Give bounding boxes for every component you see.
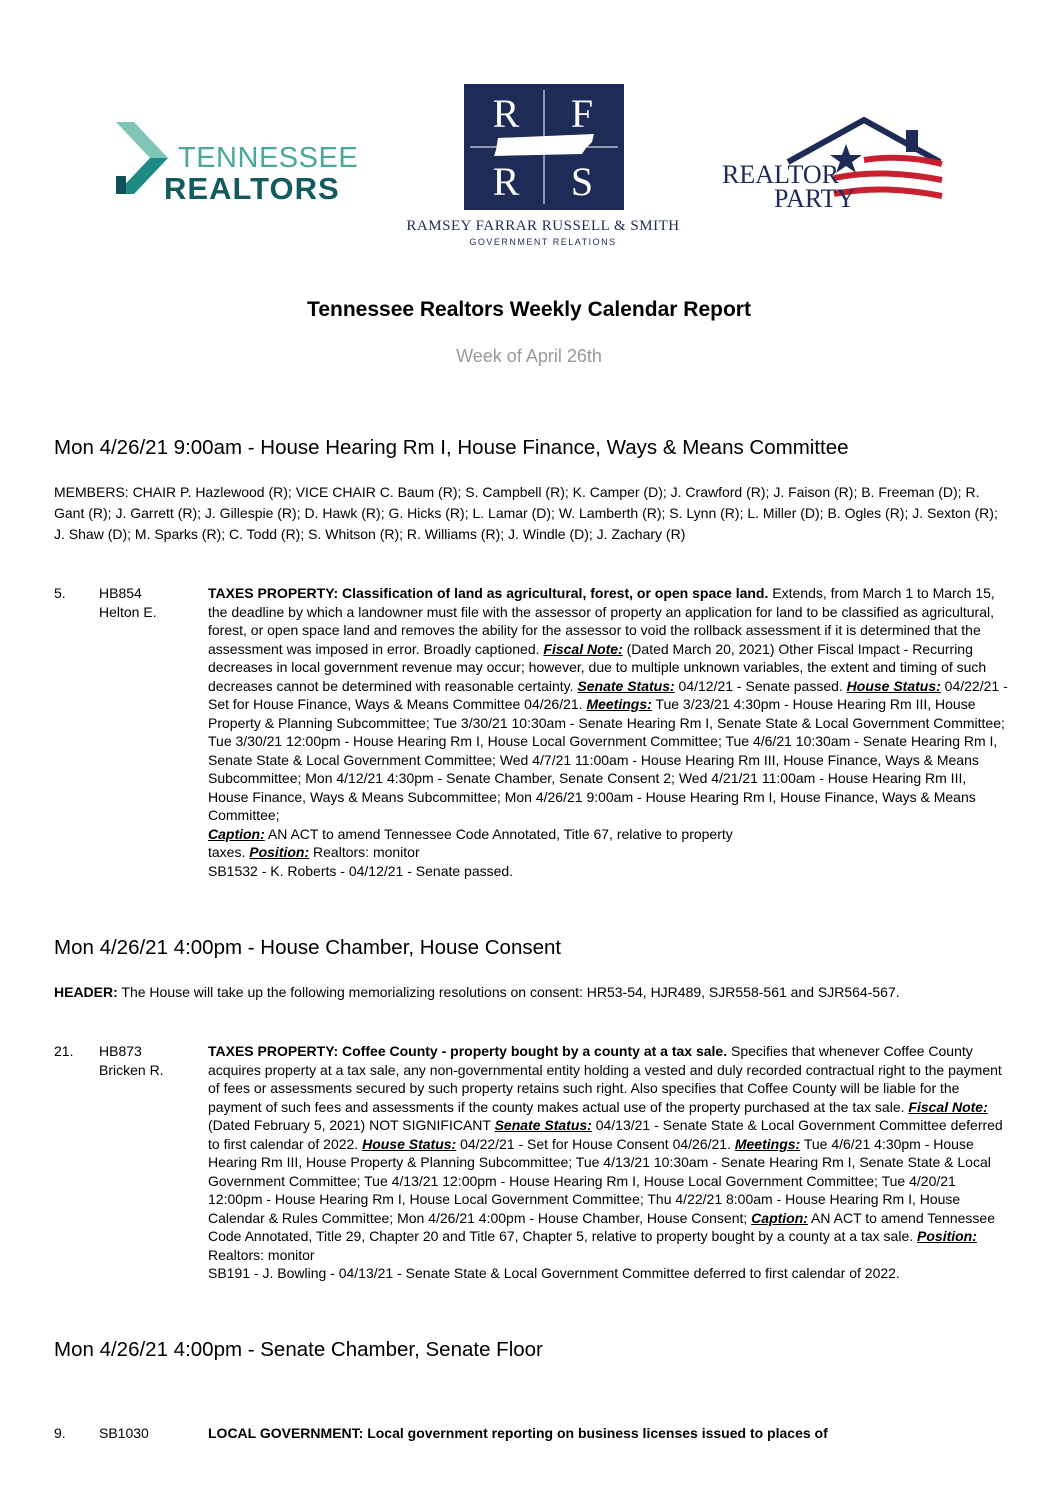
house-status-text: 04/22/21 - Set for House Finance, Ways & Means Committee 04/26/21. [208,677,1008,712]
fiscal-note-text: (Dated February 5, 2021) NOT SIGNIFICANT [208,1117,495,1133]
bill-sponsor: Helton E. [99,604,157,620]
fiscal-note-text: (Dated March 20, 2021) Other Fiscal Impact - Recurring decreases in local government revenue may occur; however, due to multiple unknown variables, the extent and timing of such decreases cannot be determined with reasonable certainty. [208,640,987,694]
senate-status-label: Senate Status: [577,677,675,694]
bill-number: SB1030 [99,1425,149,1441]
report-subtitle: Week of April 26th [456,346,602,366]
rfrs-letter-r2: R [492,159,520,204]
tennessee-realtors-logo [112,118,374,210]
header-label: HEADER: [54,984,118,1000]
bill-number: HB873 [99,1043,142,1059]
committee-members: MEMBERS: CHAIR P. Hazlewood (R); VICE CHAIR C. Baum (R); S. Campbell (R); K. Camper (D); J. Crawford (R); J. Faison (R); B. Freeman (D); R. Gant (R); J. Garrett (R); J. Gillespie (R); D. Hawk (R); G. Hicks (R); L. Lamar (D); W. Lamberth (R); S. Lynn (R); L. Miller (D); B. Ogles (R); J. Sexton (R); J. Shaw (D); M. Sparks (R); C. Todd (R); S. Whitson (R); R. Williams (R); J. Windle (D); J. Zachary (R) [54,484,998,542]
bill-entry [208,1424,1008,1443]
senate-status-label: Senate Status: [494,1117,592,1133]
house-status-label: House Status: [846,677,941,694]
companion-bill: SB191 - J. Bowling - 04/13/21 - Senate State & Local Government Committee deferred to first calendar of 2022. [208,1265,900,1281]
session-heading: Mon 4/26/21 4:00pm - Senate Chamber, Senate Floor [54,1338,543,1361]
bill-subject: TAXES PROPERTY: Classification of land as agricultural, forest, or open space land. [208,585,769,601]
session-header-note [54,982,1004,1003]
logo-text-party: PARTY [774,184,856,213]
bill-info [99,1424,149,1443]
bill-entry [208,584,1008,880]
rfrs-letter-r1: R [492,91,520,136]
meetings-label: Meetings: [734,1135,801,1152]
caption-text: AN ACT to amend Tennessee Code Annotated, Title 67, relative to property taxes. [208,825,733,860]
session-heading: Mon 4/26/21 9:00am - House Hearing Rm I, House Finance, Ways & Means Committee [54,436,849,459]
session-heading: Mon 4/26/21 4:00pm - House Chamber, House Consent [54,936,562,959]
tennessee-realtors-chevron-icon [112,122,168,204]
rfrs-firm-name: RAMSEY FARRAR RUSSELL & SMITH [406,218,680,234]
meetings-label: Meetings: [586,696,652,712]
meetings-text: Tue 4/6/21 4:30pm - House Hearing Rm III, House Property & Planning Subcommittee; Tue 4/13/21 10:30am - Senate Hearing Rm I, Senate State & Local Government Committee; Tue 4/13/21 12:00pm - House Hearing Rm I, House Local Government Committee; Tue 4/20/21 12:00pm - House Hearing Rm I, House Local Government Committee; Thu 4/22/21 8:00am - House Hearing Rm I, House Calendar & Rules Committee; Mon 4/26/21 4:00pm - House Chamber, House Consent; [208,1135,991,1226]
logo-text-realtors: REALTORS [164,171,340,206]
rfrs-logo [398,84,688,248]
position-label: Position: [917,1228,977,1244]
bill-summary: Specifies that whenever Coffee County acquires property at a tax sale, any non-governmental entity holding a vested and duly recorded contractual right to the payment of fees or assessments secured by such property retains such right. Also specifies that Coffee County will be liable for the payment of such fees and assessments if the county makes actual use of the property purchased at the tax sale. [208,1043,1002,1115]
bill-summary: Extends, from March 1 to March 15, the deadline by which a landowner must file with the assessor of property an application for land to be classified as agricultural, forest, or open space land and removes the ability for the assessor to void the rollback assessment if it is determined that the assessment was imposed in error. Broadly captioned. [208,585,995,657]
rfrs-letter-f: F [570,91,594,136]
house-status-label: House Status: [362,1135,457,1152]
rfrs-letter-s: S [570,159,594,204]
report-title: Tennessee Realtors Weekly Calendar Report [307,298,751,321]
logo-text-tennessee: TENNESSEE [178,142,359,174]
item-number: 21. [54,1043,74,1059]
bill-subject: TAXES PROPERTY: Coffee County - property bought by a county at a tax sale. [208,1043,728,1059]
senate-status-text: 04/13/21 - Senate State & Local Government Committee deferred to first calendar of 2022. [208,1117,1003,1152]
item-number: 5. [54,585,66,601]
caption-label: Caption: [208,825,265,842]
bill-number: HB854 [99,585,142,601]
bill-subject: LOCAL GOVERNMENT: Local government reporting on business licenses issued to places of [208,1425,828,1441]
item-number: 9. [54,1425,66,1441]
senate-status-text: 04/12/21 - Senate passed. [674,677,847,694]
bill-sponsor: Bricken R. [99,1062,164,1078]
companion-bill: SB1532 - K. Roberts - 04/12/21 - Senate passed. [208,862,514,879]
caption-text: AN ACT to amend Tennessee Code Annotated, Title 29, Chapter 20 and Title 67, Chapter 5, relative to property bought by a county at a tax sale. [208,1209,995,1244]
caption-label: Caption: [751,1209,808,1226]
fiscal-note-label: Fiscal Note: [908,1098,988,1115]
position-text: Realtors: monitor [309,844,420,860]
position-label: Position: [249,844,310,860]
fiscal-note-label: Fiscal Note: [543,640,623,657]
bill-info [99,1042,164,1080]
realtor-party-logo [722,114,948,214]
meetings-text: Tue 3/23/21 4:30pm - House Hearing Rm III, House Property & Planning Subcommittee; Tue 3/30/21 10:30am - Senate Hearing Rm I, Senate State & Local Government Committee; Tue 3/30/21 12:00pm - House Hearing Rm I, House Local Government Committee; Tue 4/6/21 10:30am - Senate Hearing Rm I, Senate State & Local Government Committee; Wed 4/7/21 11:00am - House Hearing Rm III, House Finance, Ways & Means Subcommittee; Mon 4/12/21 4:30pm - Senate Chamber, Senate Consent 2; Wed 4/21/21 11:00am - House Hearing Rm III, House Finance, Ways & Means Subcommittee; Mon 4/26/21 9:00am - House Hearing Rm I, House Finance, Ways & Means Committee; [208,696,1005,823]
rfrs-firm-subtitle: GOVERNMENT RELATIONS [469,237,617,247]
header-text: The House will take up the following memorializing resolutions on consent: HR53-54, HJR489, SJR558-561 and SJR564-567. [117,984,900,1000]
bill-info [99,584,157,622]
bill-entry [208,1042,1008,1283]
logo-text-realtor: REALTOR [722,160,840,189]
rfrs-logo-box [464,84,624,210]
position-text: Realtors: monitor [208,1246,315,1263]
house-status-text: 04/22/21 - Set for House Consent 04/26/21. [456,1135,735,1152]
